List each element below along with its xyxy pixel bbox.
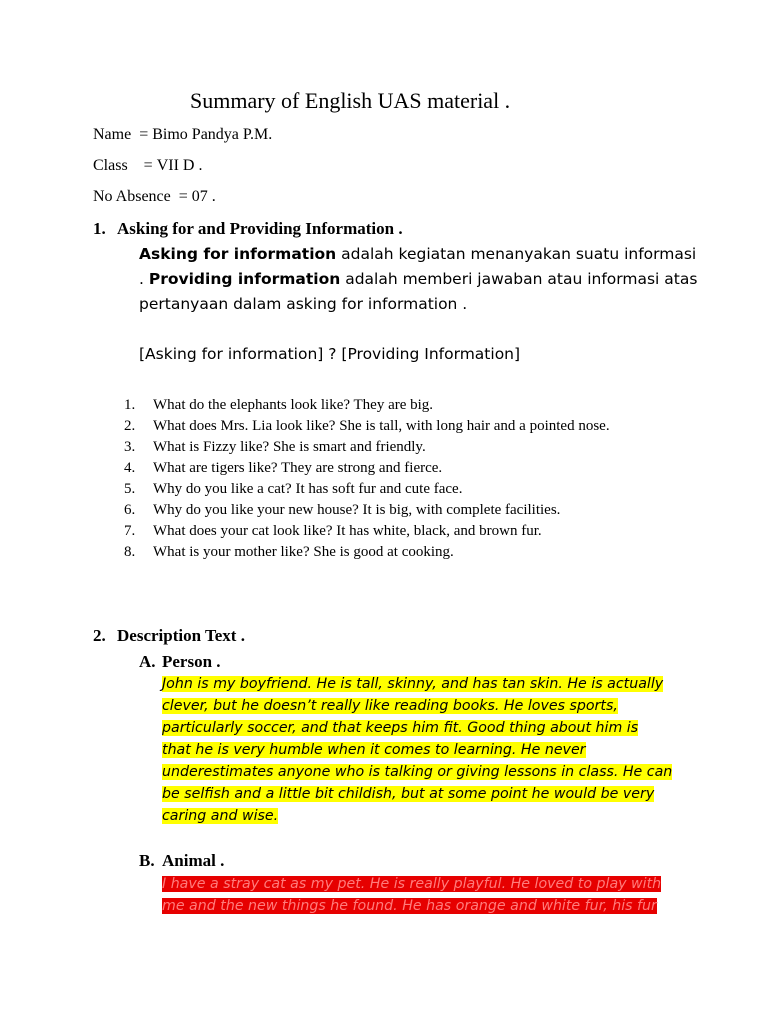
subsection-a-letter: A.	[139, 652, 156, 671]
list-item: 5. Why do you like a cat? It has soft fur and cute face.	[124, 481, 463, 497]
list-item: 2. What does Mrs. Lia look like? She is tall, with long hair and a pointed nose.	[124, 418, 610, 434]
subsection-person-heading	[139, 652, 221, 672]
section2-heading	[93, 626, 245, 646]
person-line: John is my boyfriend. He is tall, skinny, and has tan skin. He is actually	[162, 676, 664, 692]
name-row	[93, 126, 272, 144]
absence-label: No Absence =	[93, 188, 192, 205]
class-value: VII D .	[156, 157, 203, 174]
person-line: that he is very humble when it comes to learning. He never	[162, 742, 586, 758]
absence-row	[93, 188, 216, 206]
name-value: Bimo Pandya P.M.	[152, 126, 273, 143]
class-row	[93, 157, 202, 175]
subsection-b-label: Animal .	[162, 851, 225, 870]
animal-line: me and the new things he found. He has orange and white fur, his fur	[162, 898, 657, 914]
person-line: clever, but he doesn’t really like reading books. He loves sports,	[162, 698, 618, 714]
subsection-b-letter: B.	[139, 851, 155, 870]
examples-list	[124, 395, 684, 563]
para-bold-asking: Asking for information	[139, 245, 337, 263]
para-text-2: adalah memberi jawaban atau informasi atas pertanyaan dalam asking for information .	[139, 270, 698, 313]
animal-description	[162, 873, 682, 917]
list-item: 3. What is Fizzy like? She is smart and friendly.	[124, 439, 426, 455]
list-item: 6. Why do you like your new house? It is big, with complete facilities.	[124, 502, 561, 518]
para-bold-providing: Providing information	[148, 270, 341, 288]
list-item: 1. What do the elephants look like? They are big.	[124, 397, 434, 413]
person-description	[162, 673, 682, 827]
animal-line: I have a stray cat as my pet. He is really playful. He loved to play with	[162, 876, 662, 892]
name-label: Name =	[93, 126, 153, 143]
section1-heading	[93, 219, 403, 239]
subsection-a-label: Person .	[162, 652, 221, 671]
person-line: underestimates anyone who is talking or giving lessons in class. He can	[162, 764, 673, 780]
formula-line: [Asking for information] ? [Providing Information]	[139, 345, 521, 363]
section2-title: Description Text .	[117, 626, 245, 645]
section2-number: 2.	[93, 626, 106, 645]
document-title: Summary of English UAS material .	[190, 88, 511, 113]
list-item: 8. What is your mother like? She is good at cooking.	[124, 544, 454, 560]
section1-title: Asking for and Providing Information .	[117, 219, 403, 238]
subsection-animal-heading	[139, 851, 224, 871]
absence-value: 07 .	[191, 188, 216, 205]
list-item: 4. What are tigers like? They are strong and fierce.	[124, 460, 443, 476]
para-text-1: adalah kegiatan menanyakan suatu informasi .	[139, 245, 697, 288]
class-label: Class =	[93, 157, 157, 174]
section1-number: 1.	[93, 219, 106, 238]
person-line: particularly soccer, and that keeps him fit. Good thing about him is	[162, 720, 639, 736]
section1-paragraph	[139, 242, 699, 317]
list-item: 7. What does your cat look like? It has white, black, and brown fur.	[124, 523, 542, 539]
person-line: be selfish and a little bit childish, but at some point he would be very	[162, 786, 655, 802]
person-line: caring and wise.	[162, 808, 279, 824]
